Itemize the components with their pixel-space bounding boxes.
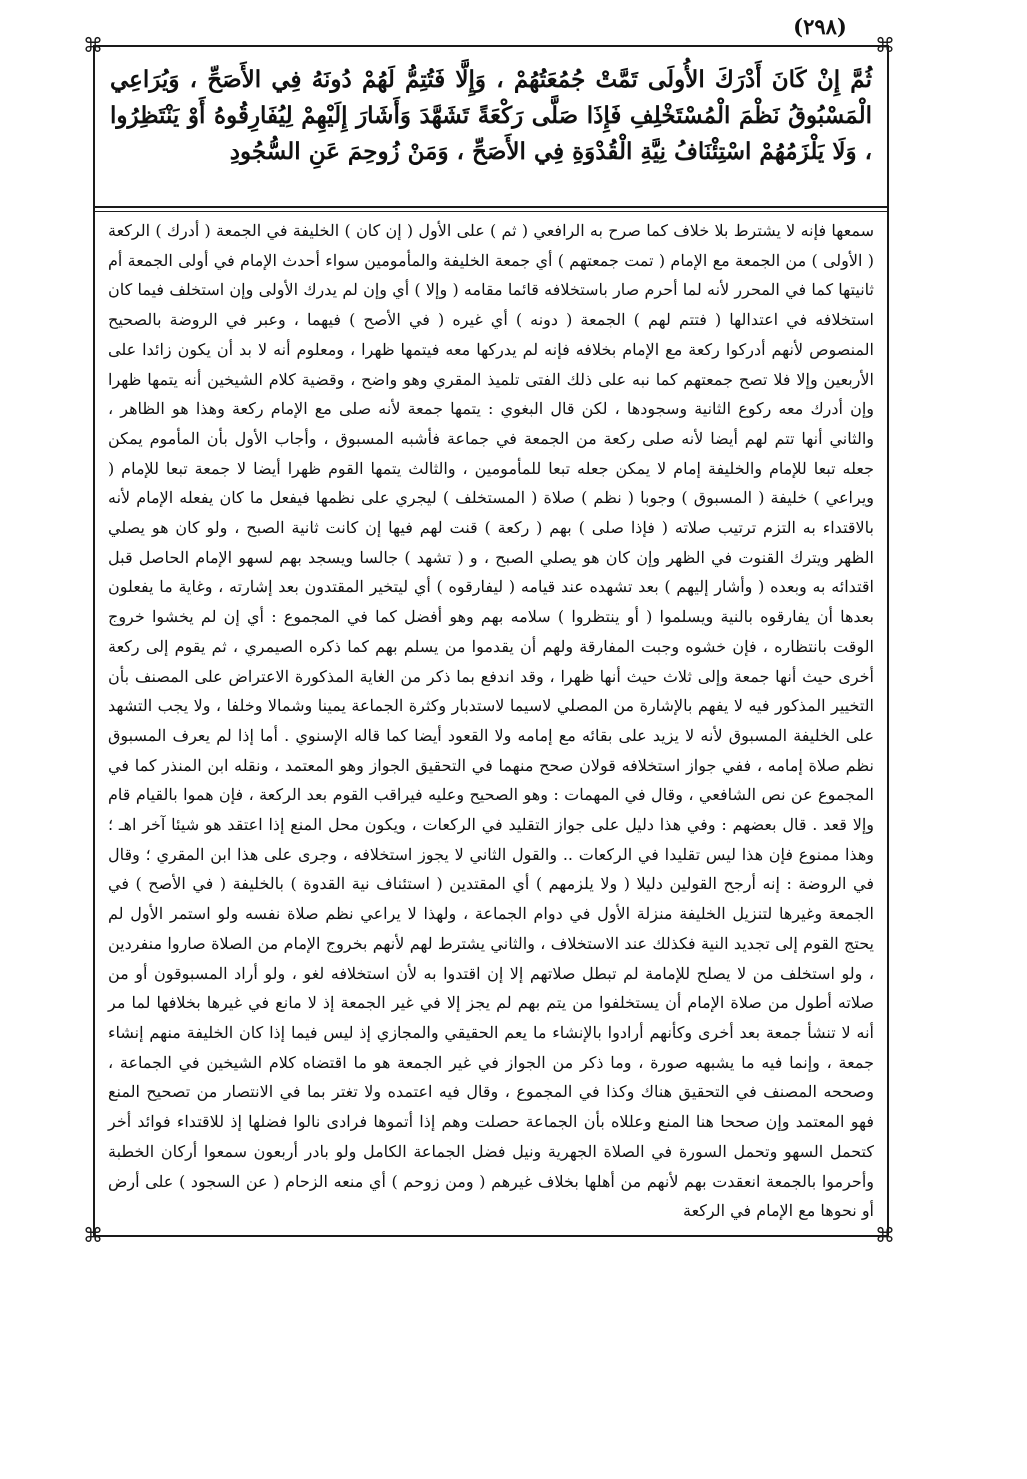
matn-separator-rule — [93, 206, 889, 208]
corner-ornament-icon: ⌘ — [875, 1223, 895, 1247]
commentary-paragraph: سمعها فإنه لا يشترط بلا خلاف كما صرح به الرافعي ( ثم ) على الأول ( إن كان ) الخليفة في الجمعة ( أدرك ) الركعة ( الأولى ) من الجمعة مع الإمام ( تمت جمعتهم ) أي جمعة الخليفة والمأمومين سواء أحدث الإمام في أولى الجمعة أم ثانيتها كما في المحرر لأنه لما أحرم صار باستخلافه قائما مقامه ( وإلا ) أي وإن لم يدرك الأولى وإن استخلف فيما كان استخلافه في اعتدالها ( فتتم لهم ) الجمعة ( دونه ) أي غيره ( في الأصح ) فيهما ، وعبر في الروضة بالصحيح المنصوص لأنهم أدركوا ركعة مع الإمام بخلافه فإنه لم يدركها معه فيتمها ظهرا ، ومعلوم أنه لا بد أن يكون زائدا على الأربعين وإلا فلا تصح جمعتهم كما نبه على ذلك الفتى تلميذ المقري وهو واضح ، وقضية كلام الشيخين أنه يتمها ظهرا وإن أدرك معه ركوع الثانية وسجودها ، لكن قال البغوي : يتمها جمعة لأنه صلى مع الإمام ركعة وهذا هو الظاهر ، والثاني أنها تتم لهم أيضا لأنه صلى ركعة من الجمعة في جماعة فأشبه المسبوق ، وأجاب الأول بأن المأموم يمكن جعله تبعا للإمام والخليفة إمام لا يمكن جعله تبعا للمأمومين ، والثالث يتمها القوم ظهرا أيضا لا جمعة تبعا للإمام ( ويراعي ) خليفة ( المسبوق ) وجوبا ( نظم ) صلاة ( المستخلف ) ليجري على نظمها فيفعل ما كان يفعله الإمام لأنه بالاقتداء به التزم ترتيب صلاته ( فإذا صلى ) بهم ( ركعة ) قنت لهم فيها إن كانت ثانية الصبح ، ولو كان هو يصلي الظهر ويترك القنوت في الظهر وإن كان هو يصلي الصبح ، و ( تشهد ) جالسا ويسجد بهم لسهو الإمام الحاصل قبل اقتدائه به وبعده ( وأشار إليهم ) بعد تشهده عند قيامه ( ليفارقوه ) أي ليتخير المقتدون بعد إشارته ، وغاية ما يفعلون بعدها أن يفارقوه بالنية ويسلموا ( أو ينتظروا ) سلامه بهم وهو أفضل كما في المجموع : أي إن لم يخشوا خروج الوقت بانتظاره ، فإن خشوه وجبت المفارقة ولهم أن يقدموا من يسلم بهم كما ذكره الصيمري ، ثم يقوم إلى ركعة أخرى حيث أنها جمعة وإلى ثلاث حيث أنها ظهرا ، وقد اندفع بما ذكر من الغاية المذكورة الاعتراض على المصنف بأن التخيير المذكور فيه لا يفهم بالإشارة من المصلي لاسيما لاستدبار وكثرة الجماعة يمينا وشمالا وخلفا ، ولا يجب التشهد على الخليفة المسبوق لأنه لا يزيد على بقائه مع إمامه ولا القعود أيضا كما قاله الإسنوي . أما إذا لم يعرف المسبوق نظم صلاة إمامه ، ففي جواز استخلافه قولان صحح منهما في التحقيق الجواز وهو المعتمد ، ونقله ابن المنذر كما في المجموع عن نص الشافعي ، وقال في المهمات : وهو الصحيح وعليه فيراقب القوم بعد الركعة ، فإن هموا بالقيام قام وإلا قعد . قال بعضهم : وفي هذا دليل على جواز التقليد في الركعات ، ويكون محل المنع إذا اعتقد هو شيئا آخر اهـ ؛ وهذا ممنوع فإن هذا ليس تقليدا في الركعات .. والقول الثاني لا يجوز استخلافه ، وجرى على هذا ابن المقري ؛ وقال في الروضة : إنه أرجح القولين دليلا ( ولا يلزمهم ) أي المقتدين ( استئناف نية القدوة ) بالخليفة ( في الأصح ) في الجمعة وغيرها لتنزيل الخليفة منزلة الأول في دوام الجماعة ، ولهذا لا يراعي نظم صلاة نفسه ولو استمر الأول لم يحتج القوم إلى تجديد النية فكذلك عند الاستخلاف ، والثاني يشترط لهم لأنهم بخروج الإمام من الصلاة صاروا منفردين ، ولو استخلف من لا يصلح للإمامة لم تبطل صلاتهم إلا إن اقتدوا به لأن استخلافه لغو ، ولو أراد المسبوقون أو من صلاته أطول من صلاة الإمام أن يستخلفوا من يتم بهم لم يجز إلا في غير الجمعة إذ لا مانع في غيرها بخلافها لما مر أنه لا تنشأ جمعة بعد أخرى وكأنهم أرادوا بالإنشاء ما يعم الحقيقي والمجازي إذ ليس فيما إذا كان الخليفة منهم إنشاء جمعة ، وإنما فيه ما يشبهه صورة ، وما ذكر من الجواز في غير الجمعة هو ما اقتضاه كلام الشيخين في الجماعة ، وصححه المصنف في التحقيق هناك وكذا في المجموع ، وقال فيه اعتمده ولا تغتر بما في الانتصار من تصحيح المنع فهو المعتمد وإن صححا هنا المنع وعللاه بأن الجماعة حصلت وهم إذا أتموها فرادى نالوا فضلها إذ للاقتداء فوائد أخر كتحمل السهو وتحمل السورة في الصلاة الجهرية ونيل فضل الجماعة الكامل ولو بادر أربعون سمعوا أركان الخطبة وأحرموا بالجمعة انعقدت بهم لأنهم من أهلها بخلاف غيرهم ( ومن زوحم ) أي منعه الزحام ( عن السجود ) على أرض أو نحوها مع الإمام في الركعة — [108, 221, 875, 1221]
matn-separator-rule-thin — [93, 211, 889, 212]
matn-paragraph: ثُمَّ إِنْ كَانَ أَدْرَكَ الأُولَى تَمَّتْ جُمُعَتُهُمْ ، وَإِلَّا فَتُتِمُّ لَهُمْ دُونَهُ فِي الأَصَحِّ ، وَيُرَاعِي الْمَسْبُوقُ نَظْمَ الْمُسْتَخْلِفِ فَإِذَا صَلَّى رَكْعَةً تَشَهَّدَ وَأَشَارَ إِلَيْهِمْ لِيُفَارِقُوهُ أَوْ يَنْتَظِرُوا ، وَلَا يَلْزَمُهُمْ اسْتِئْنَافُ نِيَّةِ الْقُدْوَةِ فِي الأَصَحِّ ، وَمَنْ زُوحِمَ عَنِ السُّجُودِ — [110, 66, 872, 165]
corner-ornament-icon: ⌘ — [83, 33, 103, 57]
corner-ornament-icon: ⌘ — [83, 1223, 103, 1247]
bottom-border-rule — [93, 1235, 889, 1237]
matn-text-block — [110, 62, 872, 202]
page-number: (٢٩٨) — [793, 14, 847, 39]
corner-ornament-icon: ⌘ — [875, 33, 895, 57]
top-border-rule — [93, 45, 889, 47]
commentary-text-block — [108, 216, 874, 1230]
